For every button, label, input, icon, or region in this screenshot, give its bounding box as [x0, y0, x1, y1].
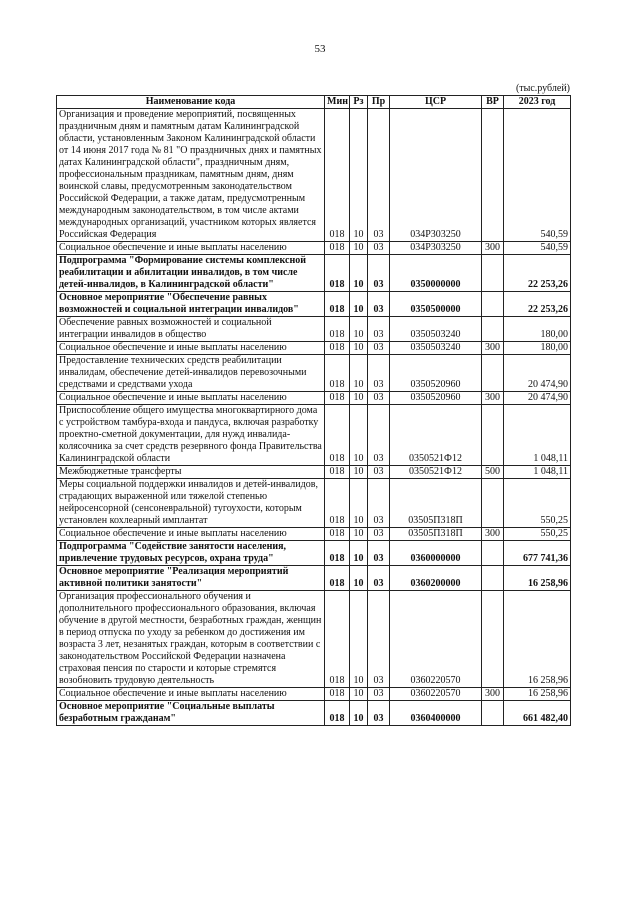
header-rz: Рз — [350, 96, 368, 109]
cell-rz: 10 — [350, 255, 368, 292]
cell-rz: 10 — [350, 392, 368, 405]
cell-pr: 03 — [368, 466, 390, 479]
table-row — [57, 255, 571, 292]
cell-pr: 03 — [368, 392, 390, 405]
cell-name: Социальное обеспечение и иные выплаты населению — [57, 688, 325, 701]
cell-vr: 300 — [482, 528, 504, 541]
cell-name: Организация и проведение мероприятий, посвященных праздничным дням и памятным датам Калининградской области, установленным Законом Калининградской области от 14 июня 2017 года № 81 "О праздничных днях и памятных датах Калининградской области", праздничным дням, профессиональным праздникам, памятным дням, дням воинской славы, предусмотренным законодательством Российской Федерации, а также датам, предусмотренным международным законодательством, в том числе актами международных организаций, участником которых является Российская Федерация — [57, 109, 325, 242]
cell-csr: 0350520960 — [390, 392, 482, 405]
cell-amount: 22 253,26 — [504, 292, 571, 317]
cell-rz: 10 — [350, 317, 368, 342]
budget-table — [56, 95, 571, 726]
cell-pr: 03 — [368, 355, 390, 392]
cell-vr — [482, 292, 504, 317]
cell-vr: 500 — [482, 466, 504, 479]
cell-name: Социальное обеспечение и иные выплаты населению — [57, 342, 325, 355]
cell-name: Основное мероприятие "Обеспечение равных возможностей и социальной интеграции инвалидов" — [57, 292, 325, 317]
cell-min: 018 — [325, 317, 350, 342]
cell-min: 018 — [325, 479, 350, 528]
cell-csr: 0360000000 — [390, 541, 482, 566]
cell-amount: 1 048,11 — [504, 466, 571, 479]
cell-name: Социальное обеспечение и иные выплаты населению — [57, 392, 325, 405]
cell-rz: 10 — [350, 479, 368, 528]
cell-rz: 10 — [350, 242, 368, 255]
cell-min: 018 — [325, 566, 350, 591]
cell-name: Основное мероприятие "Социальные выплаты безработным гражданам" — [57, 701, 325, 726]
table-row — [57, 701, 571, 726]
cell-name: Социальное обеспечение и иные выплаты населению — [57, 242, 325, 255]
cell-amount: 22 253,26 — [504, 255, 571, 292]
cell-pr: 03 — [368, 541, 390, 566]
cell-vr: 300 — [482, 688, 504, 701]
table-row — [57, 688, 571, 701]
cell-vr — [482, 255, 504, 292]
cell-rz: 10 — [350, 541, 368, 566]
table-body — [57, 109, 571, 726]
cell-pr: 03 — [368, 591, 390, 688]
cell-rz: 10 — [350, 566, 368, 591]
cell-min: 018 — [325, 392, 350, 405]
table-row — [57, 528, 571, 541]
cell-rz: 10 — [350, 701, 368, 726]
units-label: (тыс.рублей) — [515, 83, 570, 94]
cell-amount: 16 258,96 — [504, 688, 571, 701]
header-min: Мин — [325, 96, 350, 109]
cell-pr: 03 — [368, 479, 390, 528]
cell-vr — [482, 541, 504, 566]
header-year: 2023 год — [504, 96, 571, 109]
cell-csr: 034P303250 — [390, 109, 482, 242]
cell-csr: 0350520960 — [390, 355, 482, 392]
cell-vr — [482, 317, 504, 342]
cell-min: 018 — [325, 688, 350, 701]
cell-amount: 540,59 — [504, 109, 571, 242]
cell-pr: 03 — [368, 688, 390, 701]
cell-rz: 10 — [350, 342, 368, 355]
cell-rz: 10 — [350, 466, 368, 479]
cell-vr — [482, 405, 504, 466]
cell-name: Межбюджетные трансферты — [57, 466, 325, 479]
cell-csr: 0360200000 — [390, 566, 482, 591]
cell-amount: 180,00 — [504, 342, 571, 355]
table-row — [57, 109, 571, 242]
table-row — [57, 342, 571, 355]
cell-name: Обеспечение равных возможностей и социальной интеграции инвалидов в общество — [57, 317, 325, 342]
cell-vr — [482, 701, 504, 726]
cell-csr: 0350000000 — [390, 255, 482, 292]
cell-rz: 10 — [350, 109, 368, 242]
cell-pr: 03 — [368, 528, 390, 541]
cell-amount: 16 258,96 — [504, 591, 571, 688]
cell-pr: 03 — [368, 342, 390, 355]
table-row — [57, 566, 571, 591]
table-row — [57, 317, 571, 342]
cell-min: 018 — [325, 292, 350, 317]
cell-amount: 20 474,90 — [504, 392, 571, 405]
cell-pr: 03 — [368, 255, 390, 292]
cell-rz: 10 — [350, 292, 368, 317]
cell-csr: 0360220570 — [390, 591, 482, 688]
cell-pr: 03 — [368, 242, 390, 255]
header-name: Наименование кода — [57, 96, 325, 109]
cell-amount: 550,25 — [504, 479, 571, 528]
cell-rz: 10 — [350, 405, 368, 466]
header-pr: Пр — [368, 96, 390, 109]
cell-amount: 677 741,36 — [504, 541, 571, 566]
cell-min: 018 — [325, 355, 350, 392]
cell-csr: 0350521Ф12 — [390, 466, 482, 479]
cell-min: 018 — [325, 242, 350, 255]
table-row — [57, 242, 571, 255]
cell-rz: 10 — [350, 591, 368, 688]
cell-amount: 661 482,40 — [504, 701, 571, 726]
header-csr: ЦСР — [390, 96, 482, 109]
cell-pr: 03 — [368, 405, 390, 466]
table-row — [57, 292, 571, 317]
page-number: 53 — [314, 43, 326, 55]
cell-amount: 1 048,11 — [504, 405, 571, 466]
table-row — [57, 466, 571, 479]
table-row — [57, 479, 571, 528]
cell-pr: 03 — [368, 292, 390, 317]
table-header-row — [57, 96, 571, 109]
cell-amount: 180,00 — [504, 317, 571, 342]
cell-rz: 10 — [350, 355, 368, 392]
cell-csr: 0360220570 — [390, 688, 482, 701]
cell-min: 018 — [325, 109, 350, 242]
cell-pr: 03 — [368, 701, 390, 726]
cell-rz: 10 — [350, 688, 368, 701]
cell-name: Организация профессионального обучения и дополнительного профессионального образования, включая обучение в другой местности, безработных граждан, женщин в период отпуска по уходу за ребенком до достижения им возраста 3 лет, незанятых граждан, которым в соответствии с законодательством Российской Федерации назначена страховая пенсия по старости и которые стремятся возобновить трудовую деятельность — [57, 591, 325, 688]
cell-vr: 300 — [482, 242, 504, 255]
cell-min: 018 — [325, 528, 350, 541]
cell-amount: 16 258,96 — [504, 566, 571, 591]
cell-csr: 03505П318П — [390, 479, 482, 528]
cell-vr: 300 — [482, 342, 504, 355]
cell-pr: 03 — [368, 317, 390, 342]
cell-csr: 034P303250 — [390, 242, 482, 255]
cell-name: Подпрограмма "Формирование системы комплексной реабилитации и абилитации инвалидов, в том числе детей-инвалидов, в Калининградской области" — [57, 255, 325, 292]
cell-csr: 03505П318П — [390, 528, 482, 541]
cell-name: Подпрограмма "Содействие занятости населения, привлечение трудовых ресурсов, охрана труда" — [57, 541, 325, 566]
table-row — [57, 591, 571, 688]
cell-rz: 10 — [350, 528, 368, 541]
cell-vr — [482, 109, 504, 242]
cell-csr: 0350521Ф12 — [390, 405, 482, 466]
cell-vr: 300 — [482, 392, 504, 405]
cell-csr: 0350503240 — [390, 342, 482, 355]
cell-vr — [482, 479, 504, 528]
cell-min: 018 — [325, 405, 350, 466]
cell-name: Социальное обеспечение и иные выплаты населению — [57, 528, 325, 541]
table-row — [57, 541, 571, 566]
cell-amount: 20 474,90 — [504, 355, 571, 392]
cell-pr: 03 — [368, 566, 390, 591]
cell-min: 018 — [325, 466, 350, 479]
cell-min: 018 — [325, 541, 350, 566]
cell-min: 018 — [325, 701, 350, 726]
cell-name: Основное мероприятие "Реализация мероприятий активной политики занятости" — [57, 566, 325, 591]
cell-name: Меры социальной поддержки инвалидов и детей-инвалидов, страдающих выраженной или тяжелой степенью нейросенсорной (сенсоневральной) тугоухости, которым установлен кохлеарный имплантат — [57, 479, 325, 528]
cell-min: 018 — [325, 342, 350, 355]
cell-min: 018 — [325, 255, 350, 292]
cell-vr — [482, 355, 504, 392]
cell-amount: 550,25 — [504, 528, 571, 541]
cell-csr: 0350500000 — [390, 292, 482, 317]
table-row — [57, 405, 571, 466]
cell-pr: 03 — [368, 109, 390, 242]
cell-csr: 0350503240 — [390, 317, 482, 342]
table-row — [57, 355, 571, 392]
cell-name: Предоставление технических средств реабилитации инвалидам, обеспечение детей-инвалидов перевозочными средствами и средствами ухода — [57, 355, 325, 392]
cell-vr — [482, 566, 504, 591]
table-row — [57, 392, 571, 405]
cell-csr: 0360400000 — [390, 701, 482, 726]
header-vr: ВР — [482, 96, 504, 109]
cell-amount: 540,59 — [504, 242, 571, 255]
cell-min: 018 — [325, 591, 350, 688]
cell-vr — [482, 591, 504, 688]
cell-name: Приспособление общего имущества многоквартирного дома с устройством тамбура-входа и пандуса, включая разработку проектно-сметной документации, для нужд инвалида-колясочника за счет средств резервного фонда Правительства Калининградской области — [57, 405, 325, 466]
